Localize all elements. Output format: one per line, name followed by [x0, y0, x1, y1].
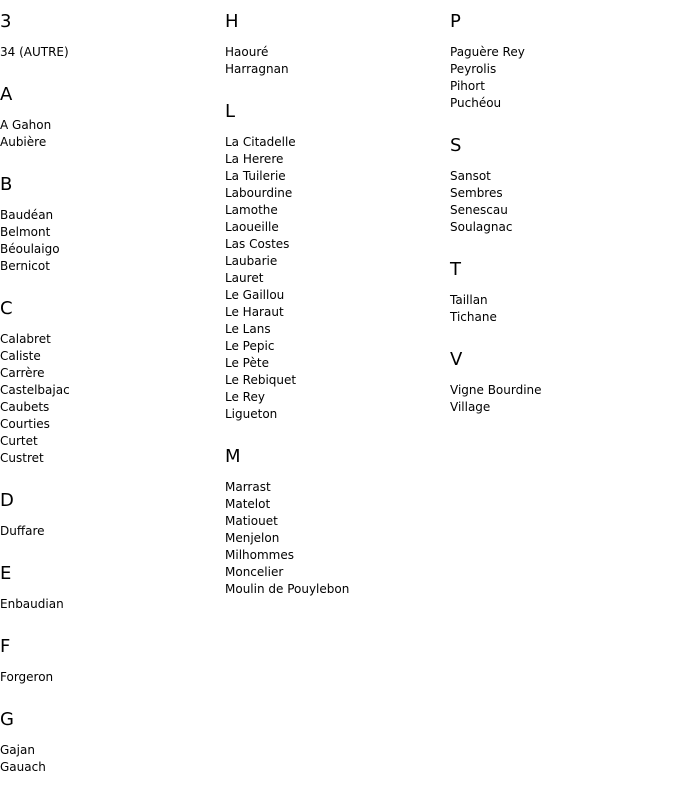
list-item: [225, 185, 440, 202]
list-item: [0, 241, 215, 258]
letter-group-m: [225, 445, 440, 598]
group-item-list: [0, 44, 215, 61]
place-link-haoure[interactable]: Haouré: [225, 45, 269, 59]
place-link-ligueton[interactable]: Ligueton: [225, 407, 278, 421]
list-item: [225, 253, 440, 270]
list-item: [0, 450, 215, 467]
place-link-laoueille[interactable]: Laoueille: [225, 220, 279, 234]
list-item: [225, 479, 440, 496]
place-link-forgeron[interactable]: Forgeron: [0, 670, 54, 684]
list-item: [0, 399, 215, 416]
list-item: [225, 287, 440, 304]
list-item: [225, 406, 440, 423]
list-item: [225, 61, 440, 78]
list-item: [0, 669, 215, 686]
list-item: [225, 564, 440, 581]
list-item: [450, 399, 665, 416]
group-item-list: [450, 44, 665, 112]
place-link-harragnan[interactable]: Harragnan: [225, 62, 289, 76]
place-link-le-rey[interactable]: Le Rey: [225, 390, 265, 404]
list-item: [225, 304, 440, 321]
place-link-las-costes[interactable]: Las Costes: [225, 237, 290, 251]
letter-group-d: [0, 489, 215, 540]
group-letter-heading: F: [0, 636, 11, 657]
list-item: [0, 742, 215, 759]
list-item: [225, 168, 440, 185]
letter-group-f: [0, 635, 215, 686]
group-item-list: [225, 44, 440, 78]
group-letter-heading: L: [225, 101, 236, 122]
list-item: [0, 134, 215, 151]
list-item: [0, 348, 215, 365]
place-link-belmont[interactable]: Belmont: [0, 225, 51, 239]
place-link-gajan[interactable]: Gajan: [0, 743, 35, 757]
place-link-labourdine[interactable]: Labourdine: [225, 186, 293, 200]
place-link-moncelier[interactable]: Moncelier: [225, 565, 284, 579]
place-link-taillan[interactable]: Taillan: [450, 293, 488, 307]
list-item: [225, 355, 440, 372]
list-item: [450, 168, 665, 185]
list-item: [0, 596, 215, 613]
group-item-list: [0, 669, 215, 686]
place-link-tichane[interactable]: Tichane: [450, 310, 497, 324]
col-2: [225, 10, 440, 620]
letter-group-h: [225, 10, 440, 78]
group-letter-heading: M: [225, 446, 241, 467]
letter-group-l: [225, 100, 440, 423]
group-letter-heading: S: [450, 135, 462, 156]
list-item: [0, 523, 215, 540]
place-link-lauret[interactable]: Lauret: [225, 271, 264, 285]
group-item-list: [225, 134, 440, 423]
list-item: [450, 309, 665, 326]
letter-group-e: [0, 562, 215, 613]
place-link-menjelon[interactable]: Menjelon: [225, 531, 280, 545]
letter-group-g: [0, 708, 215, 776]
list-item: [450, 292, 665, 309]
place-link-calabret[interactable]: Calabret: [0, 332, 51, 346]
place-link-custret[interactable]: Custret: [0, 451, 44, 465]
list-item: [225, 581, 440, 598]
letter-group-a: [0, 83, 215, 151]
place-link-sansot[interactable]: Sansot: [450, 169, 491, 183]
place-link-enbaudian[interactable]: Enbaudian: [0, 597, 64, 611]
list-item: [0, 44, 215, 61]
list-item: [0, 416, 215, 433]
group-letter-heading: T: [450, 259, 461, 280]
place-link-le-lans[interactable]: Le Lans: [225, 322, 271, 336]
group-item-list: [0, 331, 215, 467]
letter-group-p: [450, 10, 665, 112]
place-link-senescau[interactable]: Senescau: [450, 203, 508, 217]
place-link-marrast[interactable]: Marrast: [225, 480, 271, 494]
place-link-caliste[interactable]: Caliste: [0, 349, 41, 363]
list-item: [450, 78, 665, 95]
place-link-duffare[interactable]: Duffare: [0, 524, 45, 538]
place-link-la-herere[interactable]: La Herere: [225, 152, 284, 166]
col-3: [450, 10, 665, 438]
place-link-courties[interactable]: Courties: [0, 417, 50, 431]
group-item-list: [450, 292, 665, 326]
group-letter-heading: C: [0, 298, 13, 319]
place-link-le-pete[interactable]: Le Pète: [225, 356, 269, 370]
list-item: [450, 202, 665, 219]
place-link-beoulaigo[interactable]: Béoulaigo: [0, 242, 60, 256]
letter-group-s: [450, 134, 665, 236]
list-item: [225, 389, 440, 406]
letter-group-b: [0, 173, 215, 275]
place-link-paguere-rey[interactable]: Paguère Rey: [450, 45, 525, 59]
list-item: [450, 61, 665, 78]
place-link-castelbajac[interactable]: Castelbajac: [0, 383, 70, 397]
list-item: [225, 236, 440, 253]
place-link-matelot[interactable]: Matelot: [225, 497, 271, 511]
group-item-list: [450, 382, 665, 416]
list-item: [0, 117, 215, 134]
letter-group-t: [450, 258, 665, 326]
list-item: [0, 331, 215, 348]
list-item: [225, 134, 440, 151]
list-item: [0, 382, 215, 399]
letter-group-3: [0, 10, 215, 61]
list-item: [450, 95, 665, 112]
list-item: [0, 258, 215, 275]
col-1: [0, 10, 215, 798]
place-link-bernicot[interactable]: Bernicot: [0, 259, 50, 273]
place-link-pihort[interactable]: Pihort: [450, 79, 485, 93]
place-link-soulagnac[interactable]: Soulagnac: [450, 220, 513, 234]
list-item: [225, 219, 440, 236]
letter-group-c: [0, 297, 215, 467]
place-link-peyrolis[interactable]: Peyrolis: [450, 62, 497, 76]
place-link-carrere[interactable]: Carrère: [0, 366, 45, 380]
place-link-la-citadelle[interactable]: La Citadelle: [225, 135, 296, 149]
place-link-matiouet[interactable]: Matiouet: [225, 514, 278, 528]
place-link-vigne-bourdine[interactable]: Vigne Bourdine: [450, 383, 542, 397]
place-link-gauach[interactable]: Gauach: [0, 760, 46, 774]
place-link-village[interactable]: Village: [450, 400, 491, 414]
place-link-le-haraut[interactable]: Le Haraut: [225, 305, 284, 319]
place-link-34-autre[interactable]: 34 (AUTRE): [0, 45, 69, 59]
list-item: [225, 44, 440, 61]
place-link-laubarie[interactable]: Laubarie: [225, 254, 278, 268]
place-link-lamothe[interactable]: Lamothe: [225, 203, 278, 217]
list-item: [450, 382, 665, 399]
list-item: [225, 202, 440, 219]
group-item-list: [0, 207, 215, 275]
group-letter-heading: H: [225, 11, 239, 32]
place-link-pucheou[interactable]: Puchéou: [450, 96, 502, 110]
list-item: [225, 270, 440, 287]
list-item: [225, 496, 440, 513]
list-item: [450, 219, 665, 236]
list-item: [0, 433, 215, 450]
list-item: [225, 338, 440, 355]
group-item-list: [0, 523, 215, 540]
place-link-sembres[interactable]: Sembres: [450, 186, 503, 200]
place-link-le-rebiquet[interactable]: Le Rebiquet: [225, 373, 297, 387]
place-link-baudean[interactable]: Baudéan: [0, 208, 54, 222]
place-link-milhommes[interactable]: Milhommes: [225, 548, 294, 562]
group-letter-heading: 3: [0, 11, 12, 32]
place-link-aubiere[interactable]: Aubière: [0, 135, 47, 149]
group-letter-heading: V: [450, 349, 463, 370]
list-item: [0, 759, 215, 776]
group-letter-heading: G: [0, 709, 14, 730]
group-letter-heading: A: [0, 84, 13, 105]
list-item: [225, 151, 440, 168]
group-item-list: [225, 479, 440, 598]
place-link-caubets[interactable]: Caubets: [0, 400, 50, 414]
letter-group-v: [450, 348, 665, 416]
group-item-list: [0, 742, 215, 776]
group-item-list: [0, 596, 215, 613]
list-item: [225, 372, 440, 389]
group-item-list: [0, 117, 215, 151]
place-link-la-tuilerie[interactable]: La Tuilerie: [225, 169, 286, 183]
group-letter-heading: E: [0, 563, 12, 584]
group-letter-heading: B: [0, 174, 13, 195]
place-link-moulin-de-pouylebon[interactable]: Moulin de Pouylebon: [225, 582, 350, 596]
list-item: [225, 513, 440, 530]
group-item-list: [450, 168, 665, 236]
list-item: [0, 365, 215, 382]
list-item: [450, 44, 665, 61]
place-link-le-gaillou[interactable]: Le Gaillou: [225, 288, 285, 302]
list-item: [450, 185, 665, 202]
list-item: [0, 224, 215, 241]
place-link-curtet[interactable]: Curtet: [0, 434, 38, 448]
list-item: [225, 547, 440, 564]
place-link-le-pepic[interactable]: Le Pepic: [225, 339, 275, 353]
list-item: [0, 207, 215, 224]
list-item: [225, 530, 440, 547]
place-link-a-gahon[interactable]: A Gahon: [0, 118, 52, 132]
list-item: [225, 321, 440, 338]
group-letter-heading: P: [450, 11, 461, 32]
group-letter-heading: D: [0, 490, 14, 511]
